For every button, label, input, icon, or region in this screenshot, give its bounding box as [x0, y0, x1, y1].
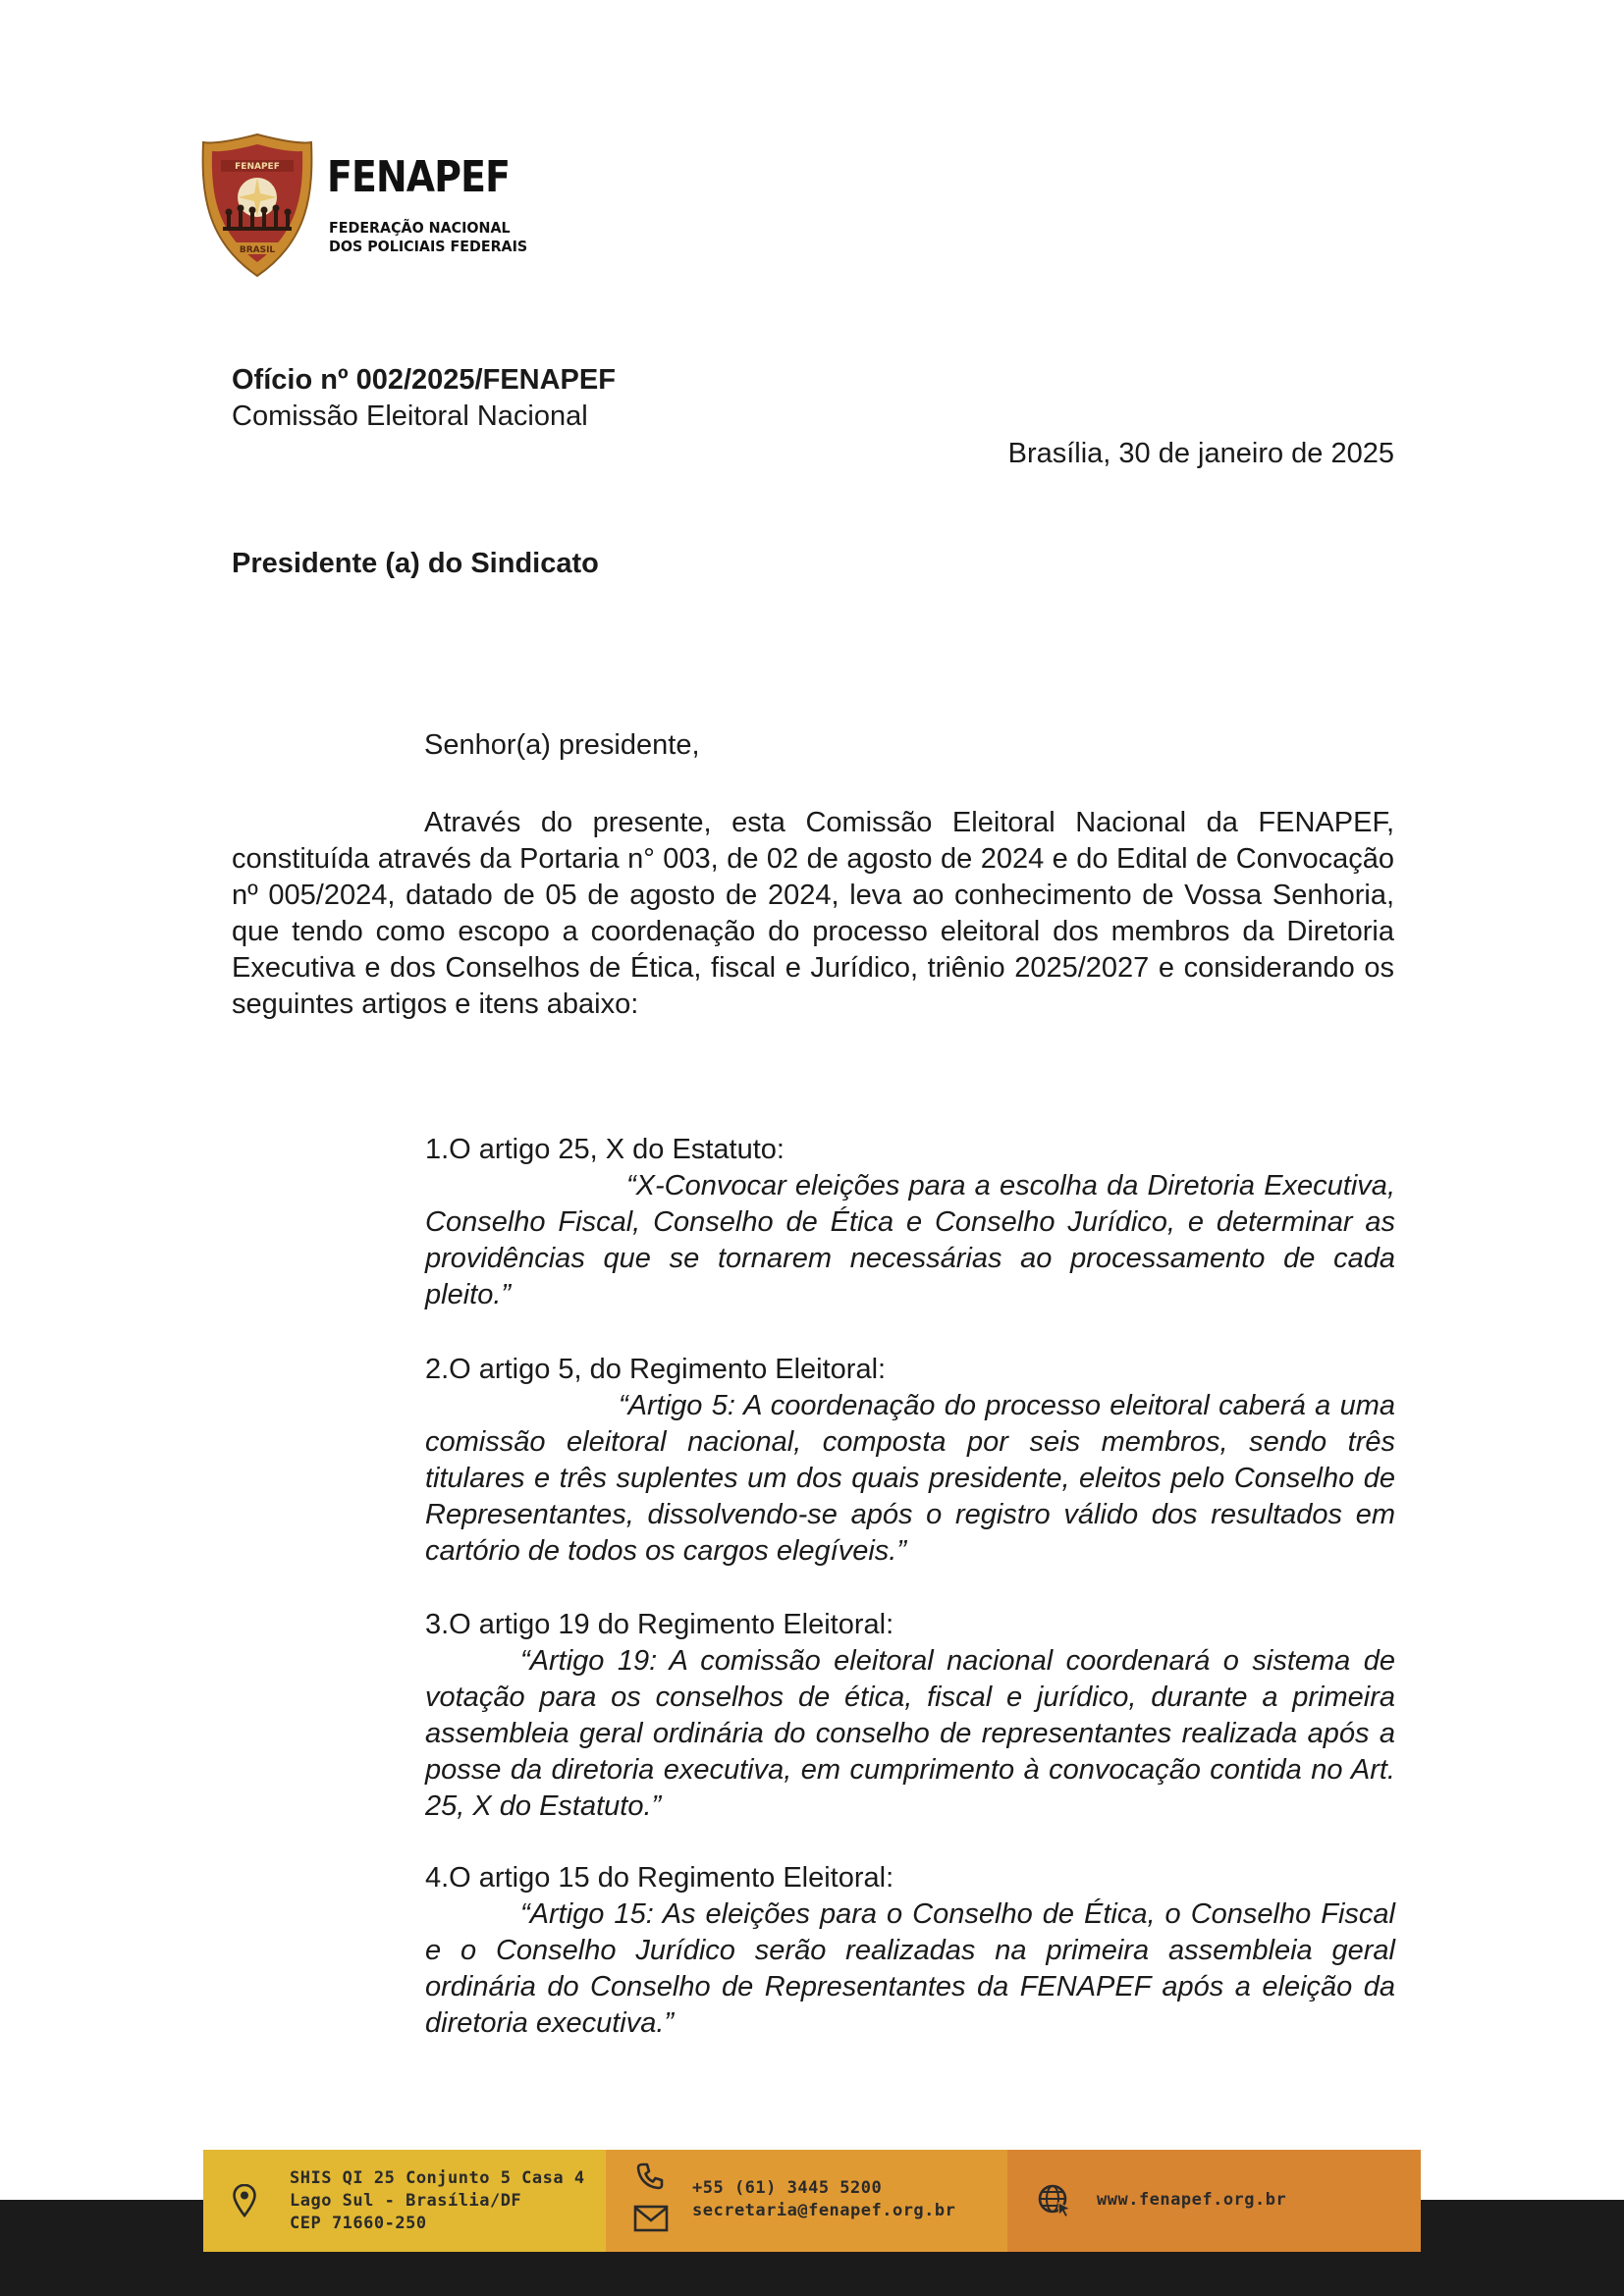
logo-title: FENAPEF — [327, 152, 511, 202]
article-item-quote: “Artigo 19: A comissão eleitoral nacional coordenará o sistema de votação para os conselhos de ética, fiscal e jurídico, durante a primeira assembleia geral ordinária do conselho de representantes realizada após a posse da diretoria executiva, em cumprimento à convocação contida no Art. 25, X do Estatuto.” — [425, 1645, 1395, 1822]
letter-body-paragraph: Através do presente, esta Comissão Eleitoral Nacional da FENAPEF, constituída através da Portaria n° 003, de 02 de agosto de 2024 e do Edital de Convocação nº 005/2024, datado de 05 de agosto de 2024, leva ao conhecimento de Vossa Senhoria, que tendo como escopo a coordenação do processo eleitoral dos membros da Diretoria Executiva e dos Conselhos de Ética, fiscal e Jurídico, triênio 2025/2027 e considerando os seguintes artigos e itens abaixo: — [232, 807, 1394, 1020]
article-item-title: 4.O artigo 15 do Regimento Eleitoral: — [425, 1862, 894, 1894]
footer-band — [203, 2150, 1421, 2252]
article-item-title: 3.O artigo 19 do Regimento Eleitoral: — [425, 1609, 894, 1640]
badge-bottom-text: BRASIL — [239, 245, 276, 255]
badge-top-text: FENAPEF — [235, 162, 280, 172]
logo-subtitle-line2: DOS POLICIAIS FEDERAIS — [329, 238, 528, 255]
letter-salutation: Senhor(a) presidente, — [424, 729, 700, 761]
footer-address-line3: CEP 71660-250 — [290, 2214, 427, 2233]
article-item-quote: “X-Convocar eleições para a escolha da Diretoria Executiva, Conselho Fiscal, Conselho de Ética e Conselho Jurídico, e determinar as providências que se tornarem necessárias ao processamento de cada pleito.” — [425, 1170, 1395, 1310]
logo-subtitle-line1: FEDERAÇÃO NACIONAL — [329, 219, 511, 237]
footer-website-segment — [1007, 2150, 1421, 2252]
globe-cursor-icon — [1037, 2183, 1074, 2218]
footer-address-line1: SHIS QI 25 Conjunto 5 Casa 4 — [290, 2168, 585, 2188]
letter-department: Comissão Eleitoral Nacional — [232, 400, 588, 432]
article-item-2 — [425, 1352, 1395, 1570]
footer-address — [290, 2167, 585, 2235]
footer-contact — [692, 2177, 955, 2222]
envelope-icon — [633, 2205, 669, 2232]
footer-address-line2: Lago Sul - Brasília/DF — [290, 2191, 522, 2211]
location-pin-icon — [233, 2184, 256, 2217]
letter-place-date: Brasília, 30 de janeiro de 2025 — [1007, 438, 1394, 469]
article-item-title: 2.O artigo 5, do Regimento Eleitoral: — [425, 1354, 887, 1385]
footer-contact-segment — [606, 2150, 1007, 2252]
article-item-title: 1.O artigo 25, X do Estatuto: — [425, 1134, 785, 1165]
phone-icon — [635, 2162, 665, 2191]
footer-phone[interactable]: +55 (61) 3445 5200 — [692, 2178, 883, 2198]
article-item-3 — [425, 1607, 1395, 1825]
letter-reference: Ofício nº 002/2025/FENAPEF — [232, 364, 616, 396]
footer-website[interactable]: www.fenapef.org.br — [1097, 2190, 1287, 2210]
article-item-1 — [425, 1132, 1395, 1313]
letter-addressee: Presidente (a) do Sindicato — [232, 548, 599, 579]
organization-logo — [201, 133, 528, 280]
article-item-4 — [425, 1860, 1395, 2042]
footer-address-segment — [203, 2150, 606, 2252]
logo-subtitle — [329, 219, 527, 256]
article-item-quote: “Artigo 5: A coordenação do processo eleitoral caberá a uma comissão eleitoral nacional, composta por seis membros, sendo três titulares e três suplentes um dos quais presidente, eleitos pelo Conselho de Representantes, dissolvendo-se após o registro válido dos resultados em cartório de todos os cargos elegíveis.” — [425, 1390, 1395, 1567]
footer-email[interactable]: secretaria@fenapef.org.br — [692, 2201, 956, 2220]
article-item-quote: “Artigo 15: As eleições para o Conselho de Ética, o Conselho Fiscal e o Conselho Jurídico serão realizadas na primeira assembleia geral ordinária do Conselho de Representantes da FENAPEF após a eleição da diretoria executiva.” — [425, 1898, 1395, 2039]
fenapef-badge-icon — [201, 133, 314, 278]
